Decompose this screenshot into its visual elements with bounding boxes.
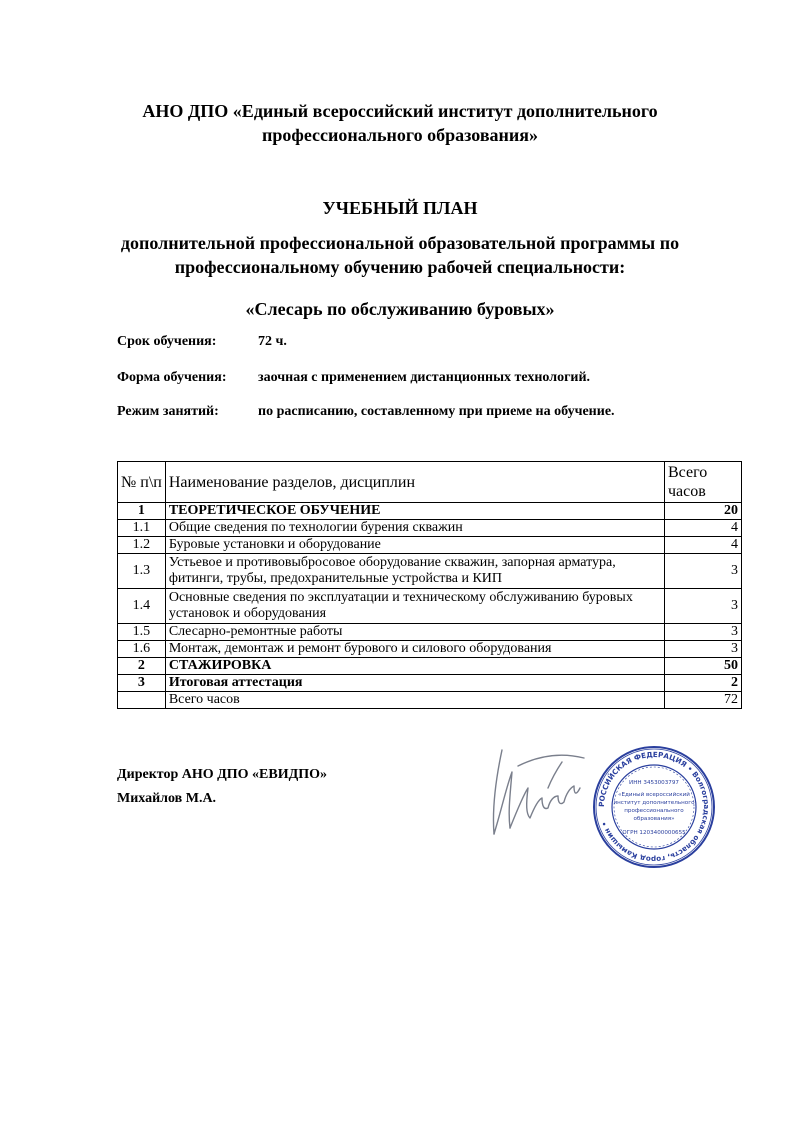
table-header-row [118, 462, 742, 503]
seal-inner-line3: профессионального [624, 808, 684, 814]
handwritten-signature [488, 748, 588, 840]
row-number: 1.1 [118, 520, 166, 537]
director-name: Михайлов М.А. [117, 791, 217, 806]
row-number: 3 [118, 675, 166, 692]
organization-title-line1: АНО ДПО «Единый всероссийский институт дополнительного [142, 101, 658, 121]
table-row [118, 658, 742, 675]
organization-title-line2: профессионального образования» [261, 125, 539, 145]
seal-inner-line1: «Единый всероссийский [618, 792, 690, 798]
table-row [118, 537, 742, 554]
plan-subtitle-line1: дополнительной профессиональной образовательной программы по [120, 233, 680, 253]
seal-ogrn: ОГРН 1203400000655 [622, 830, 686, 836]
row-name: Итоговая аттестация [165, 675, 664, 692]
signature-block [117, 763, 327, 811]
row-name: Буровые установки и оборудование [165, 537, 664, 554]
header-hours-line1: Всего [668, 464, 708, 481]
row-hours: 3 [665, 589, 742, 624]
total-value: 72 [665, 692, 742, 709]
study-form-label: Форма обучения: [117, 370, 227, 385]
table-row [118, 554, 742, 589]
seal-inner-line4: образования» [633, 816, 675, 822]
header-hours [665, 462, 742, 503]
row-number: 2 [118, 658, 166, 675]
row-name: Основные сведения по эксплуатации и техническому обслуживанию буровых установок и оборудования [165, 589, 664, 624]
table-row [118, 589, 742, 624]
header-number: № п\п [118, 462, 166, 503]
director-title: Директор АНО ДПО «ЕВИДПО» [117, 767, 328, 782]
row-hours: 3 [665, 624, 742, 641]
total-number-cell [118, 692, 166, 709]
row-hours: 4 [665, 537, 742, 554]
curriculum-table [117, 461, 742, 709]
study-form-value: заочная с применением дистанционных технологий. [258, 370, 591, 385]
header-hours-line2: часов [668, 483, 706, 500]
plan-subtitle [0, 231, 800, 279]
seal-inn: ИНН 3453003797 [629, 780, 679, 786]
row-hours: 4 [665, 520, 742, 537]
row-name: Слесарно-ремонтные работы [165, 624, 664, 641]
plan-title: УЧЕБНЫЙ ПЛАН [322, 198, 478, 218]
row-name: ТЕОРЕТИЧЕСКОЕ ОБУЧЕНИЕ [165, 503, 664, 520]
table-total-row [118, 692, 742, 709]
header-section-name: Наименование разделов, дисциплин [165, 462, 664, 503]
table-row [118, 520, 742, 537]
row-name: Общие сведения по технологии бурения скважин [165, 520, 664, 537]
duration-value: 72 ч. [258, 334, 287, 349]
seal-outer-text: РОССИЙСКАЯ ФЕДЕРАЦИЯ • Волгоградская область, город Камышин • [596, 749, 712, 865]
row-number: 1 [118, 503, 166, 520]
plan-subtitle-line2: профессиональному обучению рабочей специальности: [174, 257, 626, 277]
duration-row [117, 333, 287, 351]
seal-inner-line2: институт дополнительного [613, 800, 695, 806]
row-name: Монтаж, демонтаж и ремонт бурового и силового оборудования [165, 641, 664, 658]
row-hours: 2 [665, 675, 742, 692]
organization-seal [591, 744, 717, 870]
row-name: Устьевое и противовыбросовое оборудование скважин, запорная арматура, фитинги, трубы, предохранительные устройства и КИП [165, 554, 664, 589]
row-number: 1.4 [118, 589, 166, 624]
row-name: СТАЖИРОВКА [165, 658, 664, 675]
table-row [118, 624, 742, 641]
row-hours: 20 [665, 503, 742, 520]
program-name: «Слесарь по обслуживанию буровых» [245, 299, 555, 319]
schedule-mode-label: Режим занятий: [117, 404, 219, 419]
row-hours: 3 [665, 641, 742, 658]
row-number: 1.5 [118, 624, 166, 641]
organization-title [0, 99, 800, 147]
study-form-row [117, 369, 590, 387]
table-row [118, 503, 742, 520]
row-number: 1.6 [118, 641, 166, 658]
total-label: Всего часов [165, 692, 664, 709]
table-row [118, 641, 742, 658]
row-number: 1.2 [118, 537, 166, 554]
schedule-mode-value: по расписанию, составленному при приеме на обучение. [258, 404, 615, 419]
row-hours: 50 [665, 658, 742, 675]
duration-label: Срок обучения: [117, 334, 217, 349]
schedule-mode-row [117, 403, 615, 421]
row-number: 1.3 [118, 554, 166, 589]
row-hours: 3 [665, 554, 742, 589]
table-row [118, 675, 742, 692]
